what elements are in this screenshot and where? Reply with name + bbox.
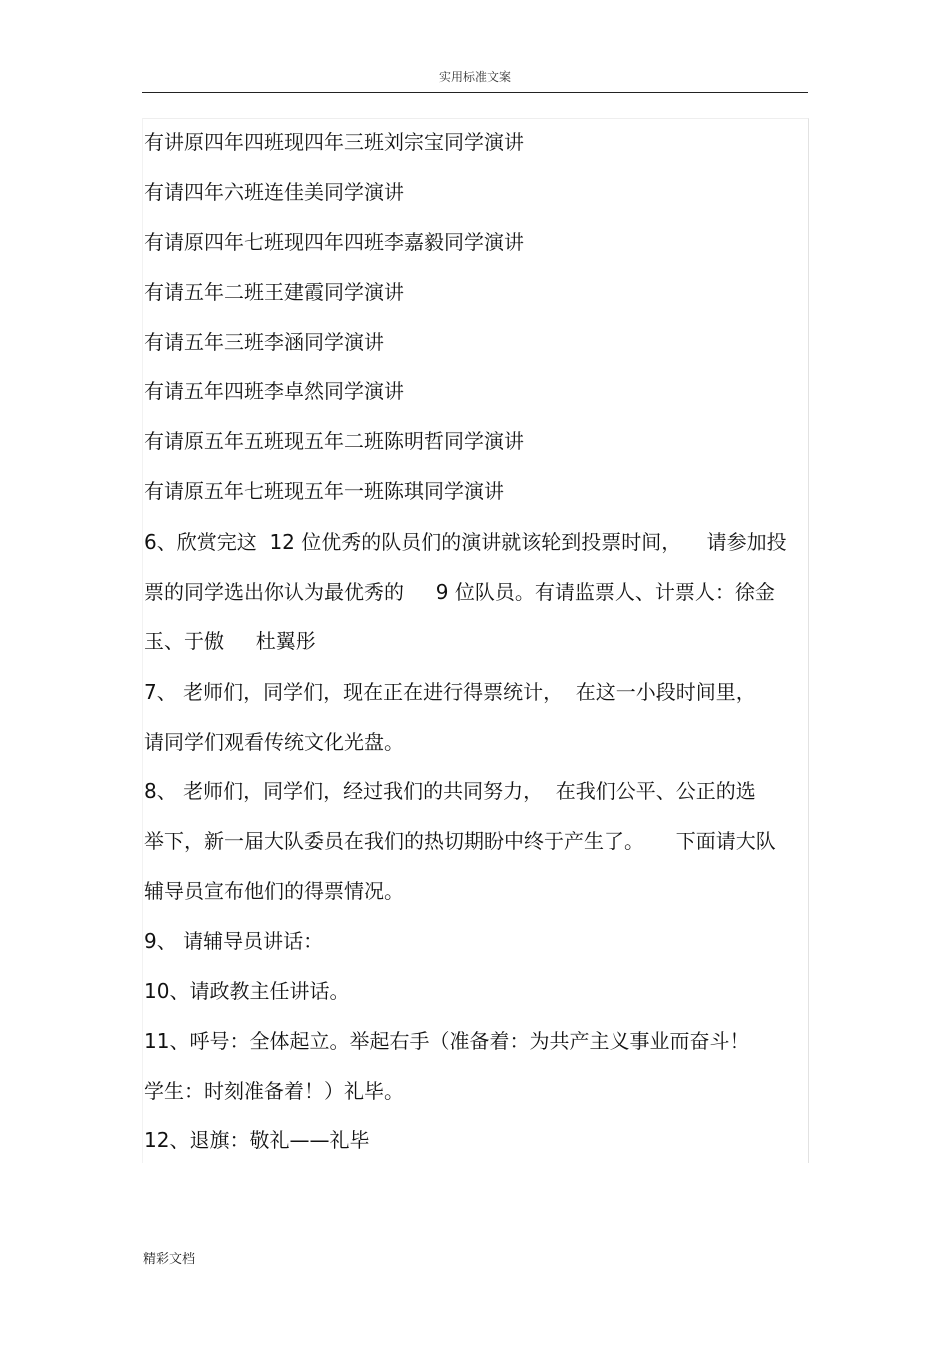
text-line: 玉、于傲 杜翼彤 (144, 629, 316, 653)
text-line: 7、 老师们，同学们，现在正在进行得票统计， 在这一小段时间里， (144, 680, 756, 704)
text-line: 有请原四年七班现四年四班李嘉毅同学演讲 (144, 230, 524, 254)
text-line: 9、 请辅导员讲话： (144, 929, 324, 953)
page-header (142, 60, 808, 93)
text-line: 有请五年三班李涵同学演讲 (144, 330, 384, 354)
text-line: 10、请政教主任讲话。 (144, 979, 350, 1003)
text-line: 票的同学选出你认为最优秀的 9 位队员。有请监票人、计票人：徐金 (144, 580, 775, 604)
text-line: 有请原五年五班现五年二班陈明哲同学演讲 (144, 429, 524, 453)
page-footer: 精彩文档 (143, 1252, 196, 1267)
text-line: 有请四年六班连佳美同学演讲 (144, 180, 404, 204)
text-line: 请同学们观看传统文化光盘。 (144, 730, 404, 754)
text-line: 学生：时刻准备着！）礼毕。 (144, 1079, 404, 1103)
text-line: 有请五年二班王建霞同学演讲 (144, 280, 404, 304)
text-line: 11、呼号：全体起立。举起右手（准备着：为共产主义事业而奋斗！ (144, 1029, 750, 1053)
text-line: 有请五年四班李卓然同学演讲 (144, 379, 404, 403)
text-line: 举下，新一届大队委员在我们的热切期盼中终于产生了。 下面请大队 (144, 829, 776, 853)
text-line: 12、退旗：敬礼——礼毕 (144, 1128, 370, 1152)
text-line: 8、 老师们，同学们，经过我们的共同努力， 在我们公平、公正的选 (144, 779, 756, 803)
text-line: 辅导员宣布他们的得票情况。 (144, 879, 404, 903)
header-title: 实用标准文案 (438, 70, 511, 84)
text-line: 6、欣赏完这 12 位优秀的队员们的演讲就该轮到投票时间， 请参加投 (144, 530, 787, 554)
text-line: 有讲原四年四班现四年三班刘宗宝同学演讲 (144, 130, 524, 154)
text-line: 有请原五年七班现五年一班陈琪同学演讲 (144, 479, 504, 503)
